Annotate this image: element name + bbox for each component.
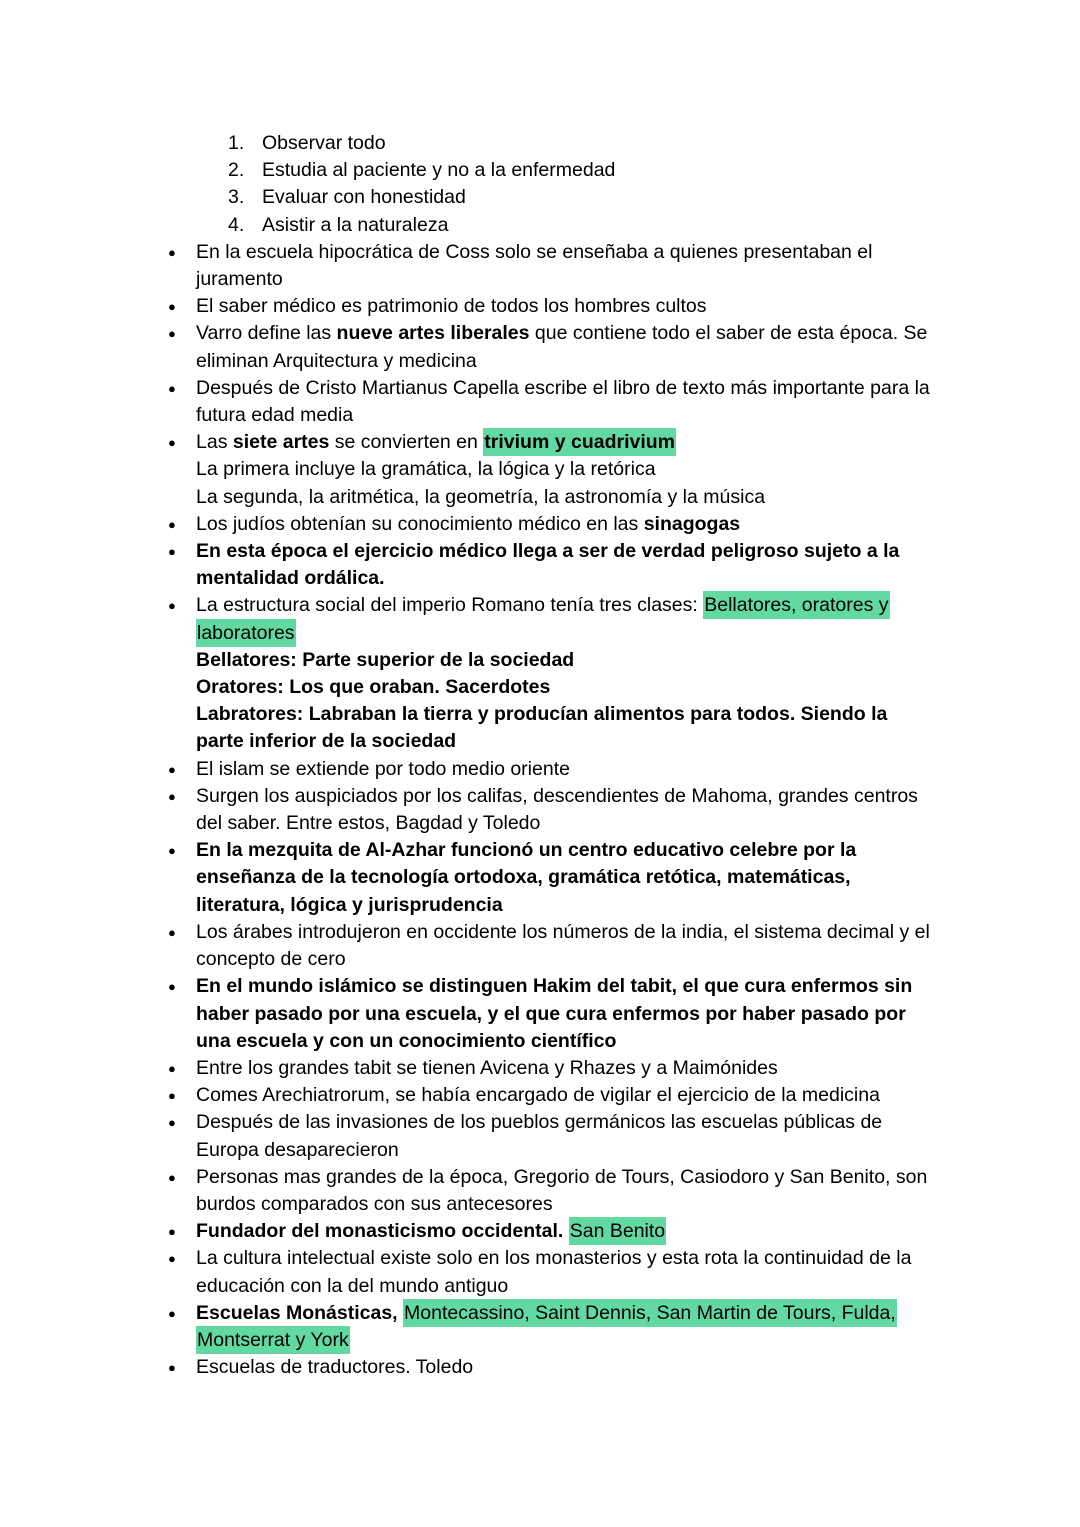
list-number: 4. — [228, 213, 245, 236]
bullet-list-item — [168, 538, 936, 592]
item-text — [196, 701, 936, 755]
text-run: Asistir a la naturaleza — [262, 213, 449, 236]
text-run: El islam se extiende por todo medio oriente — [196, 757, 570, 780]
bullet-list-item — [168, 511, 936, 538]
text-run: En esta época el ejercicio médico llega a ser de verdad peligroso sujeto a la mentalidad ordálica. — [196, 540, 900, 590]
item-text — [196, 674, 936, 701]
text-run: Escuelas de traductores. Toledo — [196, 1356, 474, 1379]
bullet-icon: ● — [168, 1088, 176, 1104]
bullet-icon: ● — [168, 843, 176, 859]
bullet-icon: ● — [168, 326, 176, 342]
bullet-icon: ● — [168, 788, 176, 804]
text-run: La cultura intelectual existe solo en los monasterios y esta rota la continuidad de la educación con la del mundo antiguo — [196, 1247, 912, 1297]
bullet-icon: ● — [168, 244, 176, 260]
text-run: La primera incluye la gramática, la lógica y la retórica — [196, 458, 656, 481]
bullet-icon: ● — [168, 1060, 176, 1076]
text-run: Evaluar con honestidad — [262, 186, 466, 209]
text-run: Entre los grandes tabit se tienen Avicena y Rhazes y a Maimónides — [196, 1056, 778, 1079]
continuation-line — [196, 674, 936, 701]
text-run: Después de las invasiones de los pueblos germánicos las escuelas públicas de Europa desaparecieron — [196, 1111, 883, 1161]
bullet-icon: ● — [168, 1115, 176, 1131]
text-run: Las — [196, 431, 233, 454]
item-text — [196, 456, 936, 483]
bullet-icon: ● — [168, 1305, 176, 1321]
text-run: Labratores: Labraban la tierra y producían alimentos para todos. Siendo la parte inferior de la sociedad — [196, 703, 888, 753]
text-run: Los árabes introdujeron en occidente los números de la india, el sistema decimal y el concepto de cero — [196, 920, 930, 971]
text-run: Después de Cristo Martianus Capella escribe el libro de texto más importante para la futura edad media — [196, 376, 930, 427]
text-run: sinagogas — [643, 512, 741, 535]
bullet-list-item — [168, 375, 936, 429]
bullet-icon: ● — [168, 761, 176, 777]
text-run: El saber médico es patrimonio de todos los hombres cultos — [196, 295, 707, 318]
bullet-icon: ● — [168, 299, 176, 315]
continuation-line — [196, 484, 936, 511]
text-run: Oratores: Los que oraban. Sacerdotes — [196, 676, 551, 699]
item-text — [262, 212, 936, 239]
bullet-icon: ● — [168, 979, 176, 995]
item-text — [196, 293, 936, 320]
bullet-list-item — [168, 1300, 936, 1354]
bullet-list-item — [168, 1218, 936, 1245]
item-text — [196, 1300, 936, 1354]
bullet-list-item — [168, 1109, 936, 1163]
bullet-list-item — [168, 592, 936, 646]
text-run: En la mezquita de Al-Azhar funcionó un centro educativo celebre por la enseñanza de la tecnología ortodoxa, gramática retótica, matemáticas, literatura, lógica y jurisprudencia — [196, 839, 857, 916]
text-run: En el mundo islámico se distinguen Hakim del tabit, el que cura enfermos sin haber pasado por una escuela, y el que cura enfermos por haber pasado por una escuela y con un conocimiento científico — [196, 975, 913, 1052]
bullet-icon: ● — [168, 435, 176, 451]
text-run: La estructura social del imperio Romano tenía tres clases: — [196, 594, 704, 617]
bullet-list-item — [168, 293, 936, 320]
text-run: Escuelas Monásticas, — [196, 1301, 404, 1324]
item-text — [196, 783, 936, 837]
item-text — [196, 756, 936, 783]
item-text — [196, 1164, 936, 1218]
text-run: Fundador del monasticismo occidental. — [196, 1220, 569, 1243]
text-run: Los judíos obtenían su conocimiento médico en las — [196, 512, 644, 535]
item-text — [196, 837, 936, 919]
numbered-list-item — [228, 157, 936, 184]
text-run: que contiene todo el saber de esta época. Se eliminan Arquitectura y medicina — [196, 322, 928, 372]
bullet-icon: ● — [168, 1251, 176, 1267]
bullet-list-item — [168, 239, 936, 293]
bullet-list-item — [168, 973, 936, 1055]
text-run: nueve artes liberales — [336, 322, 530, 345]
text-run: En la escuela hipocrática de Coss solo se enseñaba a quienes presentaban el juramento — [196, 240, 873, 291]
text-run: Bellatores: Parte superior de la sociedad — [196, 648, 575, 671]
bullet-icon: ● — [168, 544, 176, 560]
continuation-line — [196, 456, 936, 483]
text-run: Observar todo — [262, 132, 386, 154]
item-text — [196, 429, 936, 456]
item-text — [196, 484, 936, 511]
bullet-list-item — [168, 837, 936, 919]
text-run: Personas mas grandes de la época, Gregorio de Tours, Casiodoro y San Benito, son burdos comparados con sus antecesores — [196, 1165, 928, 1215]
bullet-list-item — [168, 783, 936, 837]
highlighted-text-run: Montecassino, Saint Dennis, San Martin de Tours, Fulda, Montserrat y York — [196, 1299, 897, 1354]
highlighted-text-run: trivium y cuadrivium — [483, 428, 676, 456]
bullet-icon: ● — [168, 1360, 176, 1376]
numbered-list-item — [228, 184, 936, 211]
highlighted-text-run: San Benito — [569, 1217, 666, 1245]
bullet-list-item — [168, 919, 936, 973]
bullet-icon: ● — [168, 1224, 176, 1240]
numbered-list-item — [228, 212, 936, 239]
item-text — [196, 592, 936, 646]
item-text — [196, 1109, 936, 1163]
item-text — [262, 184, 936, 211]
item-text — [196, 1245, 936, 1299]
text-run: La segunda, la aritmética, la geometría, la astronomía y la música — [196, 485, 766, 508]
text-run: siete artes — [232, 431, 330, 454]
bullet-icon: ● — [168, 1169, 176, 1185]
bullet-list-item — [168, 1354, 936, 1381]
bullet-icon: ● — [168, 924, 176, 940]
item-text — [196, 320, 936, 374]
text-run: Estudia al paciente y no a la enfermedad — [262, 159, 616, 182]
item-text — [196, 538, 936, 592]
continuation-line — [196, 701, 936, 755]
item-text — [196, 1055, 936, 1082]
item-text — [196, 919, 936, 973]
continuation-line — [196, 647, 936, 674]
bullet-list-item — [168, 1055, 936, 1082]
bullet-list-item — [168, 1245, 936, 1299]
text-run: Comes Arechiatrorum, se había encargado de vigilar el ejercicio de la medicina — [196, 1084, 880, 1107]
bullet-icon: ● — [168, 516, 176, 532]
bullet-list-item — [168, 1082, 936, 1109]
item-text — [196, 1218, 936, 1245]
item-text — [196, 1354, 936, 1381]
item-text — [196, 1082, 936, 1109]
item-text — [196, 647, 936, 674]
document-body[interactable] — [168, 130, 936, 1381]
item-text — [196, 239, 936, 293]
bullet-icon: ● — [168, 598, 176, 614]
list-number: 3. — [228, 186, 245, 209]
highlighted-text-run: Bellatores, oratores y laboratores — [196, 591, 890, 646]
item-text — [262, 130, 936, 157]
item-text — [196, 511, 936, 538]
bullet-list-item — [168, 1164, 936, 1218]
text-run: Surgen los auspiciados por los califas, descendientes de Mahoma, grandes centros del saber. Entre estos, Bagdad y Toledo — [196, 784, 918, 835]
bullet-icon: ● — [168, 380, 176, 396]
list-number: 1. — [228, 132, 245, 154]
item-text — [196, 973, 936, 1055]
list-number: 2. — [228, 159, 245, 182]
bullet-list-item — [168, 429, 936, 456]
item-text — [262, 157, 936, 184]
numbered-list-item — [228, 130, 936, 157]
bullet-list-item — [168, 756, 936, 783]
text-run: Varro define las — [196, 322, 337, 345]
item-text — [196, 375, 936, 429]
bullet-list-item — [168, 320, 936, 374]
text-run: se convierten en — [329, 431, 484, 454]
